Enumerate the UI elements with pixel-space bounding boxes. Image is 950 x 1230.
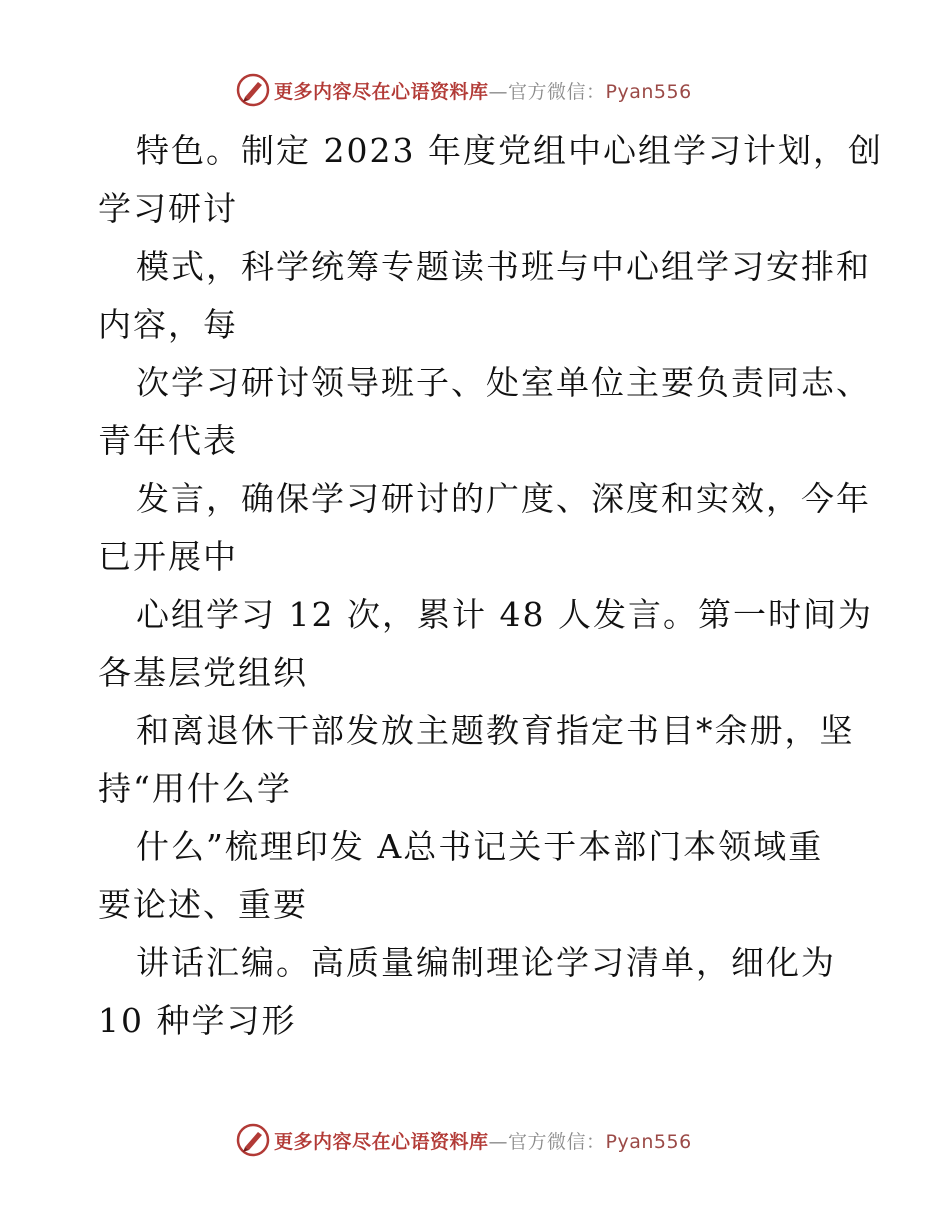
document-body: [98, 122, 883, 1050]
body-line: 特色。制定 2023 年度党组中心组学习计划，创: [136, 131, 883, 170]
body-line: 要论述、重要: [98, 885, 308, 924]
body-line: 已开展中: [98, 537, 238, 576]
header-banner-site: 更多内容尽在心语资料库: [274, 80, 489, 103]
body-line: 模式，科学统筹专题读书班与中心组学习安排和: [136, 247, 871, 286]
header-banner-wechat-label: —官方微信：: [488, 80, 606, 103]
body-line: 次学习研讨领导班子、处室单位主要负责同志、: [136, 363, 871, 402]
body-line: 内容，每: [98, 305, 238, 344]
body-line: 持“用什么学: [98, 769, 292, 808]
body-line: 学习研讨: [98, 189, 238, 228]
header-banner-text: [274, 77, 692, 104]
footer-banner-wechat-id: Pyan556: [605, 1130, 692, 1153]
body-line: 和离退休干部发放主题教育指定书目*余册，坚: [136, 711, 855, 750]
body-line: 什么”梳理印发 A总书记关于本部门本领域重: [136, 827, 824, 866]
footer-banner-wechat-label: —官方微信：: [488, 1130, 606, 1153]
footer-banner-text: [274, 1127, 692, 1154]
header-banner: [236, 72, 692, 108]
body-line: 讲话汇编。高质量编制理论学习清单，细化为: [136, 943, 836, 982]
body-line: 心组学习 12 次，累计 48 人发言。第一时间为: [136, 595, 873, 634]
pen-logo-icon: [236, 73, 270, 107]
body-line: 10 种学习形: [98, 1001, 297, 1040]
header-banner-wechat-id: Pyan556: [605, 80, 692, 103]
pen-logo-icon: [236, 1123, 270, 1157]
footer-banner-site: 更多内容尽在心语资料库: [274, 1130, 489, 1153]
body-line: 青年代表: [98, 421, 238, 460]
body-line: 各基层党组织: [98, 653, 308, 692]
body-line: 发言，确保学习研讨的广度、深度和实效，今年: [136, 479, 871, 518]
footer-banner: [236, 1122, 692, 1158]
